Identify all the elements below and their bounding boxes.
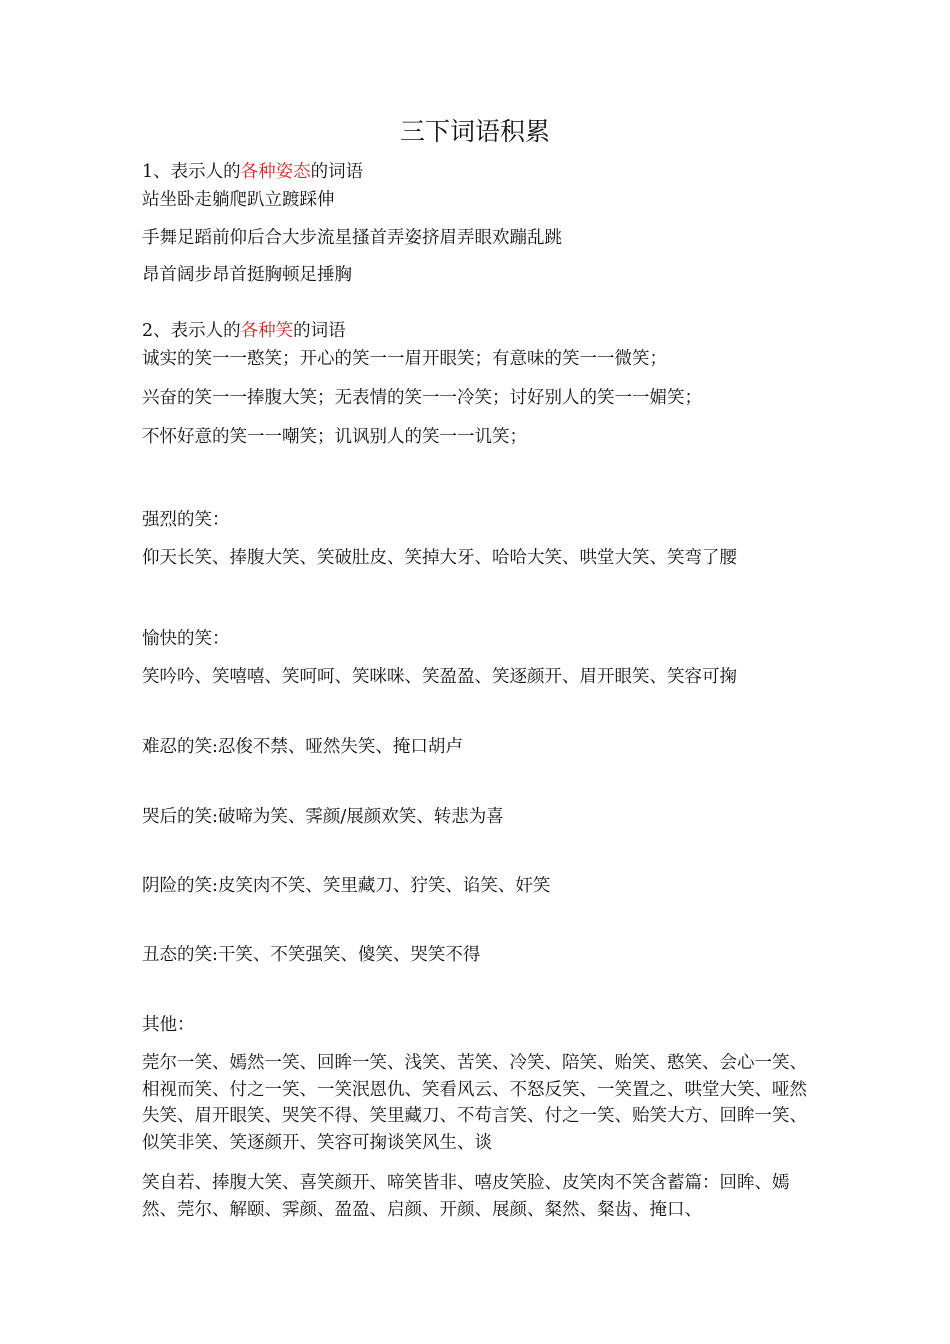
strong-laugh-words: 仰天长笑、捧腹大笑、笑破肚皮、笑掉大牙、哈哈大笑、哄堂大笑、笑弯了腰 (142, 548, 737, 568)
others-paragraph-2: 笑自若、捧腹大笑、喜笑颜开、啼笑皆非、嘻皮笑脸、皮笑肉不笑含蓄篇：回眸、嫣然、莞尔、解颐、霁颜、盈盈、启颜、开颜、展颜、粲然、粲齿、掩口、 (142, 1173, 790, 1220)
others-paragraph-1: 莞尔一笑、嫣然一笑、回眸一笑、浅笑、苦笑、冷笑、陪笑、贻笑、憨笑、会心一笑、相视而笑、付之一笑、一笑泯恩仇、笑看风云、不怒反笑、一笑置之、哄堂大笑、哑然失笑、眉开眼笑、哭笑不得、笑里藏刀、不苟言笑、付之一笑、贻笑大方、回眸一笑、似笑非笑、笑逐颜开、笑容可掬谈笑风生、谈 (142, 1053, 807, 1153)
section2-heading-prefix: 2、表示人的 (142, 321, 241, 341)
sinister-laugh: 阴险的笑:皮笑肉不笑、笑里藏刀、狞笑、谄笑、奸笑 (142, 876, 551, 896)
section2-heading-suffix: 的词语 (293, 321, 346, 341)
section1-line-1: 站坐卧走躺爬趴立踱踩伸 (142, 190, 335, 210)
happy-laugh-words: 笑吟吟、笑嘻嘻、笑呵呵、笑咪咪、笑盈盈、笑逐颜开、眉开眼笑、笑容可掬 (142, 667, 737, 687)
happy-laugh-label: 愉快的笑： (142, 629, 230, 649)
strong-laugh-label: 强烈的笑： (142, 510, 230, 530)
section1-heading-highlight: 各种姿态 (240, 162, 311, 182)
section1-heading-suffix: 的词语 (310, 162, 364, 182)
section1-line-3: 昂首阔步昂首挺胸顿足捶胸 (142, 265, 352, 285)
after-cry-laugh: 哭后的笑:破啼为笑、霁颜/展颜欢笑、转悲为喜 (142, 807, 504, 827)
section1-heading (142, 159, 822, 185)
section1-heading-prefix: 1、表示人的 (142, 162, 241, 182)
awkward-laugh: 丑态的笑:干笑、不笑强笑、傻笑、哭笑不得 (142, 945, 481, 965)
page-title: 三下词语积累 (399, 117, 550, 146)
section2-heading (142, 318, 822, 344)
section2-line-1: 诚实的笑一一憨笑；开心的笑一一眉开眼笑；有意味的笑一一微笑； (142, 349, 667, 369)
section2-line-2: 兴奋的笑一一捧腹大笑；无表情的笑一一冷笑；讨好别人的笑一一媚笑； (142, 388, 702, 408)
section1-line-2: 手舞足蹈前仰后合大步流星搔首弄姿挤眉弄眼欢蹦乱跳 (142, 228, 562, 248)
section2-heading-highlight: 各种笑 (240, 321, 294, 341)
others-label: 其他： (142, 1015, 195, 1035)
hard-to-hold-laugh: 难忍的笑:忍俊不禁、哑然失笑、掩口胡卢 (142, 737, 463, 757)
section2-line-3: 不怀好意的笑一一嘲笑；讥讽别人的笑一一讥笑； (142, 427, 527, 447)
